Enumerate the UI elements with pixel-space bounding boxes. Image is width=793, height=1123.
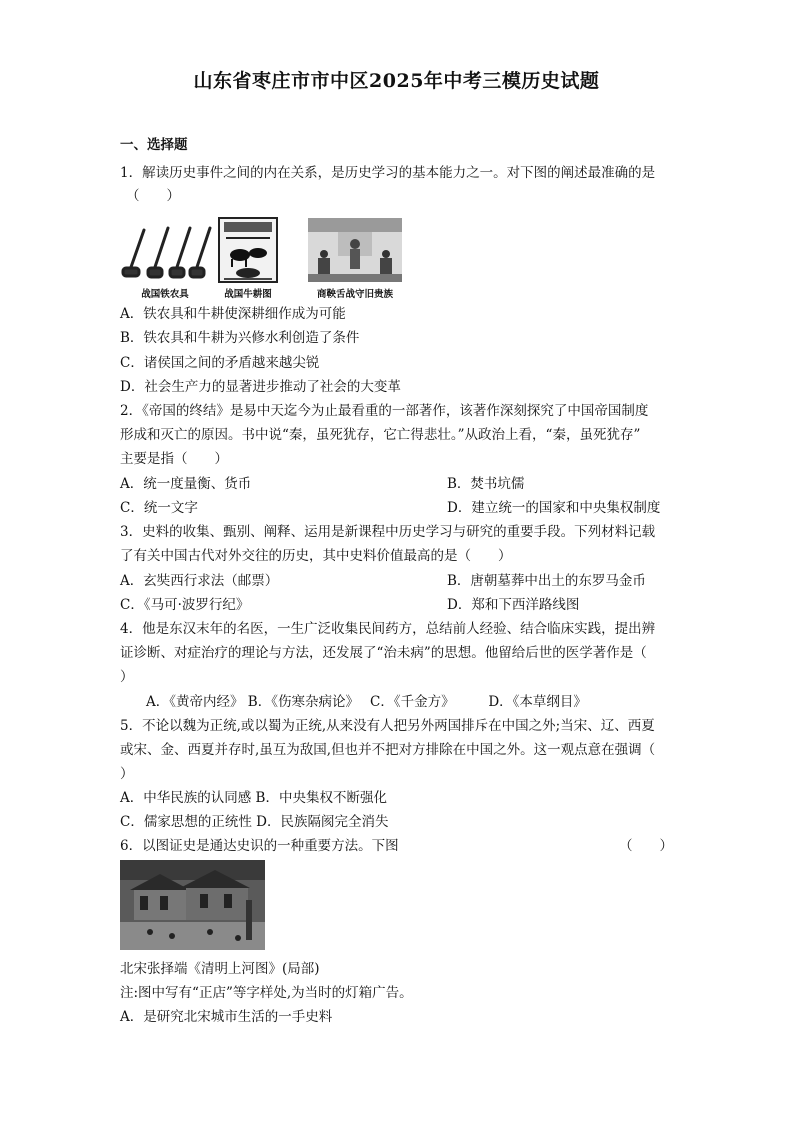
q3-stem-line2: 了有关中国古代对外交往的历史，其中史料价值最高的是（ ）: [120, 548, 512, 564]
q3-option-d: D．郑和下西洋路线图: [447, 597, 580, 613]
q6-note: 注:图中写有“正店”等字样处,为当时的灯箱广告。: [120, 985, 413, 1001]
iron-tools-image: [120, 218, 212, 286]
q2-stem-line3: 主要是指（ ）: [120, 451, 228, 467]
q1-option-b: B．铁农具和牛耕为兴修水利创造了条件: [120, 330, 360, 346]
q3-option-a: A．玄奘西行求法（邮票）: [120, 573, 279, 589]
q5-options-cd: C．儒家思想的正统性 D．民族隔阂完全消失: [120, 814, 389, 830]
q1-option-c: C．诸侯国之间的矛盾越来越尖锐: [120, 355, 320, 371]
q1-option-a: A．铁农具和牛耕使深耕细作成为可能: [120, 306, 346, 322]
ox-plowing-image: [218, 217, 278, 283]
q1-caption-2: 战国牛耕图: [224, 289, 272, 300]
q4-stem-line1: 4．他是东汉末年的名医，一生广泛收集民间药方，总结前人经验、结合临床实践，提出辨: [120, 621, 656, 637]
q6-answer-paren: （ ）: [619, 838, 673, 854]
q3-option-b: B．唐朝墓葬中出土的东罗马金币: [447, 573, 646, 589]
section-heading: 一、选择题: [120, 137, 188, 153]
q2-stem-line1: 2．《帝国的终结》是易中天迄今为止最看重的一部著作，该著作深刻探究了中国帝国制度: [120, 403, 649, 419]
q6-stem: 6．以图证史是通达史识的一种重要方法。下图: [120, 838, 399, 854]
q6-option-a: A．是研究北宋城市生活的一手史料: [120, 1009, 333, 1025]
qingming-painting-image: [120, 860, 265, 950]
q2-option-a: A．统一度量衡、货币: [120, 476, 252, 492]
q5-stem-line1: 5．不论以魏为正统,或以蜀为正统,从来没有人把另外两国排斥在中国之外;当宋、辽、西夏: [120, 718, 655, 734]
q2-option-b: B．焚书坑儒: [447, 476, 525, 492]
q5-stem-line2: 或宋、金、西夏并存时,虽互为敌国,但也并不把对方排除在中国之外。这一观点意在强调（: [120, 742, 656, 758]
q2-option-c: C．统一文字: [120, 500, 198, 516]
q2-stem-line2: 形成和灭亡的原因。书中说“秦，虽死犹存，它亡得悲壮。”从政治上看，“秦，虽死犹存”: [120, 427, 641, 443]
q1-stem-line1: 1．解读历史事件之间的内在关系，是历史学习的基本能力之一。对下图的阐述最准确的是: [120, 165, 656, 181]
q5-stem-line3: ）: [120, 766, 134, 782]
q1-caption-1: 战国铁农具: [141, 289, 189, 300]
q5-options-ab: A．中华民族的认同感 B．中央集权不断强化: [120, 790, 387, 806]
q3-stem-line1: 3．史料的收集、甄别、阐释、运用是新课程中历史学习与研究的重要手段。下列材料记载: [120, 524, 656, 540]
q4-stem-line2: 证诊断、对症治疗的理论与方法，还发展了“治未病”的思想。他留给后世的医学著作是（: [120, 645, 647, 661]
exam-title: 山东省枣庄市市中区2025年中考三模历史试题: [193, 70, 600, 92]
shang-yang-debate-image: [308, 218, 402, 282]
q1-answer-paren: （ ）: [126, 188, 180, 204]
q4-stem-line3: ）: [120, 669, 134, 685]
q1-caption-3: 商鞅舌战守旧贵族: [316, 289, 393, 300]
q1-option-d: D．社会生产力的显著进步推动了社会的大变革: [120, 379, 401, 395]
q6-image-caption: 北宋张择端《清明上河图》(局部): [120, 961, 320, 977]
q2-option-d: D．建立统一的国家和中央集权制度: [447, 500, 661, 516]
q3-option-c: C．《马可·波罗行纪》: [120, 597, 250, 613]
q4-options: A．《黄帝内经》 B．《伤寒杂病论》 C．《千金方》 D．《本草纲目》: [146, 694, 587, 710]
